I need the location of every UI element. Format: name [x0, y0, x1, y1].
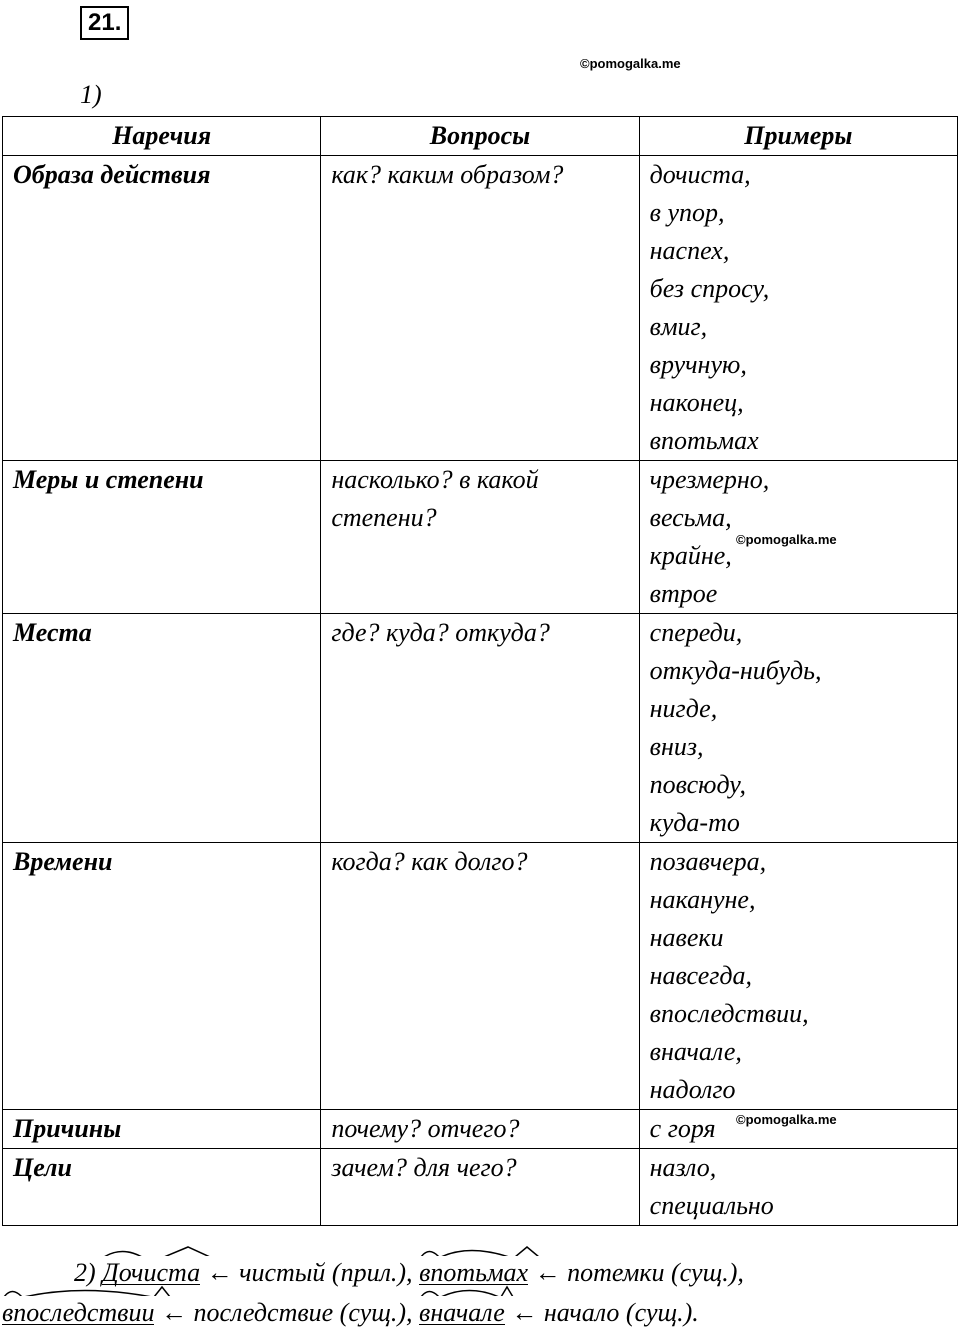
source-word: потемки (сущ.),: [567, 1258, 744, 1287]
derivation-arrow: ←: [160, 1298, 187, 1327]
header-adverbs: Наречия: [3, 117, 321, 156]
example-item: наспех,: [649, 236, 730, 265]
prefix-arc-icon: [2, 1284, 172, 1296]
adverb-examples: [639, 1149, 957, 1226]
task-number: 21.: [80, 6, 129, 40]
adverb-questions: почему? отчего?: [321, 1110, 639, 1149]
example-item: без спросу,: [649, 274, 770, 303]
derived-word: вначале: [419, 1298, 505, 1328]
example-item: вмиг,: [649, 312, 708, 341]
example-item: крайне,: [649, 541, 732, 570]
example-item: с горя: [649, 1114, 716, 1143]
example-item: весьма,: [649, 503, 732, 532]
example-item: навеки: [649, 923, 724, 952]
example-item: куда-то: [649, 808, 740, 837]
example-item: откуда-нибудь,: [649, 656, 822, 685]
example-item: вниз,: [649, 732, 704, 761]
derived-word: впотьмах: [419, 1258, 528, 1288]
adverb-examples: [639, 156, 957, 461]
adverb-questions: где? куда? откуда?: [321, 614, 639, 843]
adverb-questions: как? каким образом?: [321, 156, 639, 461]
example-item: специально: [649, 1191, 774, 1220]
watermark: ©pomogalka.me: [736, 532, 837, 547]
derivation-line-2: [0, 1298, 960, 1328]
adverb-type: Причины: [3, 1110, 321, 1149]
example-item: в упор,: [649, 198, 725, 227]
adverb-questions: когда? как долго?: [321, 843, 639, 1110]
adverb-type: Образа действия: [3, 156, 321, 461]
watermark: ©pomogalka.me: [736, 1112, 837, 1127]
adverb-type: Места: [3, 614, 321, 843]
adverb-type: Цели: [3, 1149, 321, 1226]
example-item: позавчера,: [649, 847, 767, 876]
example-item: накануне,: [649, 885, 756, 914]
table-row: [3, 1149, 958, 1226]
example-item: вручную,: [649, 350, 747, 379]
example-item: навсегда,: [649, 961, 753, 990]
example-item: повсюду,: [649, 770, 747, 799]
table-header-row: [3, 117, 958, 156]
example-item: вначале,: [649, 1037, 742, 1066]
header-questions: Вопросы: [321, 117, 639, 156]
example-item: наконец,: [649, 388, 744, 417]
source-word: последствие (сущ.),: [193, 1298, 413, 1327]
source-word: начало (сущ.).: [543, 1298, 699, 1327]
derivation-arrow: ←: [511, 1298, 538, 1327]
adverb-examples: [639, 614, 957, 843]
table-row: [3, 843, 958, 1110]
example-item: впоследствии,: [649, 999, 809, 1028]
derivation-arrow: ←: [534, 1258, 561, 1287]
watermark: ©pomogalka.me: [580, 56, 681, 71]
adverb-type: Меры и степени: [3, 461, 321, 614]
source-word: чистый (прил.),: [239, 1258, 413, 1287]
adverb-questions: зачем? для чего?: [321, 1149, 639, 1226]
adverb-examples: [639, 843, 957, 1110]
header-examples: Примеры: [639, 117, 957, 156]
example-item: дочиста,: [649, 160, 751, 189]
example-item: впотьмах: [649, 426, 759, 455]
example-item: назло,: [649, 1153, 717, 1182]
part1-label: 1): [80, 80, 102, 109]
prefix-arc-icon: [419, 1284, 515, 1296]
table-row: [3, 156, 958, 461]
derivation-arrow: ←: [206, 1258, 233, 1287]
prefix-arc-icon: [419, 1244, 539, 1256]
example-item: чрезмерно,: [649, 465, 770, 494]
derived-word: впоследствии: [2, 1298, 154, 1328]
example-item: спереди,: [649, 618, 743, 647]
table-row: [3, 614, 958, 843]
example-item: надолго: [649, 1075, 736, 1104]
adverb-questions: насколько? в какой степени?: [321, 461, 639, 614]
adverb-table: [2, 116, 958, 1226]
example-item: нигде,: [649, 694, 718, 723]
derived-word: Дочиста: [102, 1258, 200, 1288]
prefix-arc-icon: [102, 1244, 212, 1256]
adverb-type: Времени: [3, 843, 321, 1110]
part2-label: 2): [74, 1258, 96, 1287]
example-item: втрое: [649, 579, 718, 608]
